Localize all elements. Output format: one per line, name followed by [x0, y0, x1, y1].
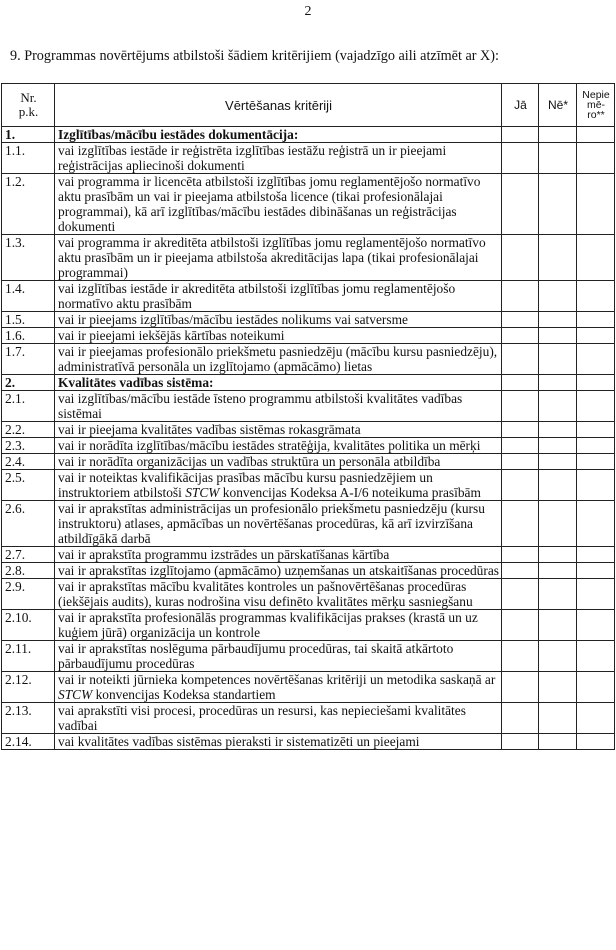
- mark-cell-not-applicable[interactable]: [577, 391, 615, 422]
- row-number: 1.7.: [2, 344, 55, 375]
- mark-cell-yes[interactable]: [502, 579, 539, 610]
- mark-cell-no[interactable]: [539, 312, 577, 328]
- mark-cell-yes[interactable]: [502, 391, 539, 422]
- criterion-text-emphasis: STCW: [58, 687, 93, 702]
- table-row: [2, 344, 615, 375]
- mark-cell-yes[interactable]: [502, 610, 539, 641]
- mark-cell-yes[interactable]: [502, 281, 539, 312]
- row-number: 2.13.: [2, 703, 55, 734]
- row-number: 1.: [2, 127, 55, 143]
- mark-cell-yes[interactable]: [502, 547, 539, 563]
- row-number: 2.5.: [2, 470, 55, 501]
- mark-cell-no[interactable]: [539, 563, 577, 579]
- mark-cell-not-applicable[interactable]: [577, 235, 615, 281]
- criterion-text: vai ir pieejamas profesionālo priekšmetu pasniedzēju (mācību kursu pasniedzēju), administratīvā personāla un izglītojamo (apmācāmo) lietas: [55, 344, 502, 375]
- criterion-text: vai izglītības/mācību iestāde īsteno programmu atbilstoši kvalitātes vadības sistēmai: [55, 391, 502, 422]
- mark-cell-not-applicable[interactable]: [577, 579, 615, 610]
- mark-cell-no[interactable]: [539, 703, 577, 734]
- criterion-text: [55, 672, 502, 703]
- mark-cell-no[interactable]: [539, 641, 577, 672]
- header-not-applicable: [577, 84, 615, 127]
- mark-cell-yes[interactable]: [502, 174, 539, 235]
- section-title: Kvalitātes vadības sistēma:: [55, 375, 502, 391]
- table-row: [2, 422, 615, 438]
- table-row: [2, 734, 615, 750]
- criterion-text: vai ir pieejams izglītības/mācību iestādes nolikums vai satversme: [55, 312, 502, 328]
- mark-cell-no[interactable]: [539, 734, 577, 750]
- mark-cell-not-applicable[interactable]: [577, 422, 615, 438]
- table-row: [2, 328, 615, 344]
- row-number: 1.3.: [2, 235, 55, 281]
- table-row: [2, 235, 615, 281]
- criterion-text: vai ir aprakstītas administrācijas un profesionālo priekšmetu pasniedzēju (kursu instruktoru) atlases, apmācības un novērtēšanas procedūras, kā arī izvirzīšana atbildīgākā darbā: [55, 501, 502, 547]
- mark-cell-yes[interactable]: [502, 703, 539, 734]
- header-criteria: Vērtēšanas kritēriji: [55, 84, 502, 127]
- table-header-row: [2, 84, 615, 127]
- criterion-text: vai ir aprakstīta programmu izstrādes un pārskatīšanas kārtība: [55, 547, 502, 563]
- page-number: 2: [304, 4, 312, 19]
- mark-cell-yes[interactable]: [502, 422, 539, 438]
- mark-cell-not-applicable[interactable]: [577, 281, 615, 312]
- mark-cell-no[interactable]: [539, 281, 577, 312]
- mark-cell-no[interactable]: [539, 422, 577, 438]
- criterion-text: vai aprakstīti visi procesi, procedūras un resursi, kas nepieciešami kvalitātes vadībai: [55, 703, 502, 734]
- table-row: [2, 672, 615, 703]
- criterion-text-emphasis: STCW: [185, 485, 220, 500]
- row-number: 2.11.: [2, 641, 55, 672]
- criterion-text: vai izglītības iestāde ir akreditēta atbilstoši izglītības jomu reglamentējošo normatīvo aktu prasībām: [55, 281, 502, 312]
- row-number: 2.: [2, 375, 55, 391]
- criterion-text: vai ir norādīta izglītības/mācību iestādes stratēģija, kvalitātes politika un mērķi: [55, 438, 502, 454]
- table-row: [2, 391, 615, 422]
- table-row: [2, 470, 615, 501]
- mark-cell-no[interactable]: [539, 610, 577, 641]
- table-row: [2, 312, 615, 328]
- criterion-text-part: vai ir noteikti jūrnieka kompetences novērtēšanas kritēriji un metodika saskaņā ar: [58, 672, 496, 687]
- mark-cell-not-applicable[interactable]: [577, 127, 615, 143]
- mark-cell-yes[interactable]: [502, 344, 539, 375]
- mark-cell-not-applicable[interactable]: [577, 641, 615, 672]
- criterion-text: vai ir aprakstītas izglītojamo (apmācāmo) uzņemšanas un atskaitīšanas procedūras: [55, 563, 502, 579]
- header-no: Nē*: [539, 84, 577, 127]
- mark-cell-not-applicable[interactable]: [577, 563, 615, 579]
- header-na-line1: Nepie: [582, 89, 610, 101]
- header-yes: Jā: [502, 84, 539, 127]
- table-row: [2, 563, 615, 579]
- mark-cell-not-applicable[interactable]: [577, 454, 615, 470]
- mark-cell-no[interactable]: [539, 391, 577, 422]
- mark-cell-yes[interactable]: [502, 734, 539, 750]
- mark-cell-no[interactable]: [539, 328, 577, 344]
- mark-cell-not-applicable[interactable]: [577, 470, 615, 501]
- table-row: [2, 438, 615, 454]
- mark-cell-yes[interactable]: [502, 375, 539, 391]
- row-number: 2.1.: [2, 391, 55, 422]
- table-row: [2, 501, 615, 547]
- table-row: [2, 579, 615, 610]
- table-row: [2, 641, 615, 672]
- row-number: 1.2.: [2, 174, 55, 235]
- mark-cell-yes[interactable]: [502, 470, 539, 501]
- row-number: 2.14.: [2, 734, 55, 750]
- criterion-text: vai ir aprakstītas mācību kvalitātes kontroles un pašnovērtēšanas procedūras (iekšējais audits), kuras nodrošina visu definēto kvalitātes mērķu sasniegšanu: [55, 579, 502, 610]
- row-number: 1.6.: [2, 328, 55, 344]
- mark-cell-no[interactable]: [539, 235, 577, 281]
- mark-cell-no[interactable]: [539, 174, 577, 235]
- mark-cell-not-applicable[interactable]: [577, 501, 615, 547]
- header-nr-line2: p.k.: [18, 104, 39, 119]
- mark-cell-no[interactable]: [539, 579, 577, 610]
- table-row: [2, 547, 615, 563]
- row-number: 2.10.: [2, 610, 55, 641]
- criterion-text-part: vai ir noteiktas kvalifikācijas prasības mācību kursu pasniedzējiem un instruktoriem atbilstoši: [58, 470, 433, 500]
- mark-cell-no[interactable]: [539, 438, 577, 454]
- criterion-text: [55, 470, 502, 501]
- table-row: [2, 610, 615, 641]
- criterion-text: vai ir aprakstītas noslēguma pārbaudījumu procedūras, tai skaitā atkārtoto pārbaudījumu procedūras: [55, 641, 502, 672]
- mark-cell-no[interactable]: [539, 547, 577, 563]
- mark-cell-not-applicable[interactable]: [577, 312, 615, 328]
- row-number: 1.1.: [2, 143, 55, 174]
- section-row: [2, 375, 615, 391]
- row-number: 2.9.: [2, 579, 55, 610]
- mark-cell-yes[interactable]: [502, 641, 539, 672]
- section-title: Izglītības/mācību iestādes dokumentācija:: [55, 127, 502, 143]
- mark-cell-not-applicable[interactable]: [577, 344, 615, 375]
- mark-cell-no[interactable]: [539, 375, 577, 391]
- mark-cell-not-applicable[interactable]: [577, 610, 615, 641]
- criterion-text: vai programma ir akreditēta atbilstoši izglītības jomu reglamentējošo normatīvo aktu prasībām un ir pieejama atbilstoša akreditācijas lapa (tikai profesionālajai programmai): [55, 235, 502, 281]
- mark-cell-yes[interactable]: [502, 454, 539, 470]
- mark-cell-yes[interactable]: [502, 235, 539, 281]
- mark-cell-not-applicable[interactable]: [577, 375, 615, 391]
- mark-cell-not-applicable[interactable]: [577, 174, 615, 235]
- row-number: 2.2.: [2, 422, 55, 438]
- mark-cell-yes[interactable]: [502, 328, 539, 344]
- criterion-text: vai ir aprakstīta profesionālās programmas kvalifikācijas prakses (krastā un uz kuģiem jūrā) organizācija un kontrole: [55, 610, 502, 641]
- row-number: 2.7.: [2, 547, 55, 563]
- mark-cell-yes[interactable]: [502, 501, 539, 547]
- mark-cell-no[interactable]: [539, 470, 577, 501]
- mark-cell-yes[interactable]: [502, 127, 539, 143]
- table-row: [2, 281, 615, 312]
- header-nr: [2, 84, 55, 127]
- criterion-text: vai kvalitātes vadības sistēmas pieraksti ir sistematizēti un pieejami: [55, 734, 502, 750]
- mark-cell-not-applicable[interactable]: [577, 547, 615, 563]
- row-number: 2.8.: [2, 563, 55, 579]
- criterion-text: vai programma ir licencēta atbilstoši izglītības jomu reglamentējošo normatīvo aktu prasībām un vai ir pieejama atbilstoša licence (tikai profesionālajai programmai), kā arī izglītības/mācību iestādes dibināšanas un reģistrācijas dokumenti: [55, 174, 502, 235]
- mark-cell-no[interactable]: [539, 454, 577, 470]
- criterion-text-part: konvencijas Kodeksa standartiem: [92, 687, 276, 702]
- header-nr-line1: Nr.: [20, 90, 37, 105]
- criterion-text: vai izglītības iestāde ir reģistrēta izglītības iestāžu reģistrā un ir pieejami reģistrācijas apliecinoši dokumenti: [55, 143, 502, 174]
- criterion-text-part: konvencijas Kodeksa A-I/6 noteikuma prasībām: [219, 485, 481, 500]
- mark-cell-yes[interactable]: [502, 312, 539, 328]
- row-number: 2.3.: [2, 438, 55, 454]
- mark-cell-not-applicable[interactable]: [577, 143, 615, 174]
- mark-cell-no[interactable]: [539, 501, 577, 547]
- row-number: 2.4.: [2, 454, 55, 470]
- mark-cell-not-applicable[interactable]: [577, 672, 615, 703]
- criteria-table: [1, 83, 615, 750]
- table-row: [2, 174, 615, 235]
- header-na-line2: mē-: [586, 99, 606, 111]
- mark-cell-no[interactable]: [539, 672, 577, 703]
- mark-cell-yes[interactable]: [502, 438, 539, 454]
- row-number: 1.5.: [2, 312, 55, 328]
- table-row: [2, 454, 615, 470]
- row-number: 2.12.: [2, 672, 55, 703]
- section-row: [2, 127, 615, 143]
- criterion-text: vai ir norādīta organizācijas un vadības struktūra un personāla atbildība: [55, 454, 502, 470]
- criterion-text: vai ir pieejama kvalitātes vadības sistēmas rokasgrāmata: [55, 422, 502, 438]
- mark-cell-no[interactable]: [539, 127, 577, 143]
- section-heading: 9. Programmas novērtējums atbilstoši šādiem kritērijiem (vajadzīgo aili atzīmēt ar X):: [10, 48, 499, 64]
- mark-cell-yes[interactable]: [502, 143, 539, 174]
- mark-cell-no[interactable]: [539, 143, 577, 174]
- table-row: [2, 703, 615, 734]
- mark-cell-yes[interactable]: [502, 563, 539, 579]
- mark-cell-not-applicable[interactable]: [577, 734, 615, 750]
- mark-cell-not-applicable[interactable]: [577, 328, 615, 344]
- table-row: [2, 143, 615, 174]
- mark-cell-no[interactable]: [539, 344, 577, 375]
- mark-cell-yes[interactable]: [502, 672, 539, 703]
- mark-cell-not-applicable[interactable]: [577, 703, 615, 734]
- row-number: 2.6.: [2, 501, 55, 547]
- row-number: 1.4.: [2, 281, 55, 312]
- mark-cell-not-applicable[interactable]: [577, 438, 615, 454]
- header-na-line3: ro**: [587, 109, 605, 121]
- criterion-text: vai ir pieejami iekšējās kārtības noteikumi: [55, 328, 502, 344]
